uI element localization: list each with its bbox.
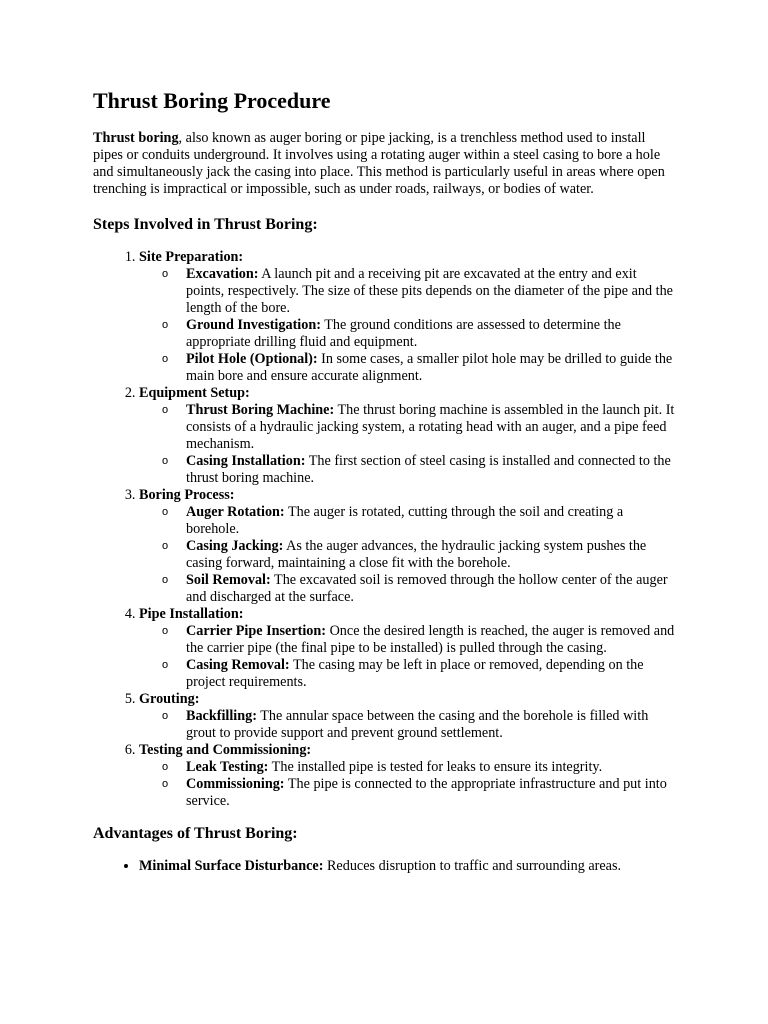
substep-list (139, 759, 678, 810)
advantages-heading: Advantages of Thrust Boring: (93, 825, 298, 842)
intro-text: , also known as auger boring or pipe jacking, is a trenchless method used to install pipes or conduits underground. It involves using a rotating auger within a steel casing to bore a hole and simultaneously jack the casing into place. This method is particularly useful in areas where open trenching is impractical or impossible, such as under roads, railways, or bodies of water. (93, 130, 665, 197)
substep-item (162, 776, 678, 810)
substep-item (162, 453, 678, 487)
substep-item (162, 317, 678, 351)
step-item (139, 606, 678, 691)
substep-text: The casing may be left in place or removed, depending on the project requirements. (186, 657, 644, 690)
substep-term: Thrust Boring Machine: (186, 402, 335, 418)
bullet-marker-icon: o (162, 319, 169, 331)
bullet-marker-icon: o (162, 659, 169, 671)
step-item (139, 742, 678, 810)
substep-list (139, 708, 678, 742)
substep-text: As the auger advances, the hydraulic jacking system pushes the casing forward, maintaining a close fit with the borehole. (186, 538, 647, 571)
substep-term: Commissioning: (186, 776, 285, 792)
page-title: Thrust Boring Procedure (93, 88, 331, 113)
substep-item (162, 538, 678, 572)
substep-text: The pipe is connected to the appropriate infrastructure and put into service. (186, 776, 667, 809)
step-title: Site Preparation: (139, 249, 244, 265)
substep-item (162, 657, 678, 691)
substep-item (162, 572, 678, 606)
substep-text: The thrust boring machine is assembled in the launch pit. It consists of a hydraulic jacking system, a rotating head with an auger, and a pipe feed mechanism. (186, 402, 675, 452)
bullet-marker-icon: o (162, 506, 169, 518)
step-item (139, 249, 678, 385)
steps-list (93, 249, 678, 810)
step-title: Pipe Installation: (139, 606, 244, 622)
substep-text: The installed pipe is tested for leaks to ensure its integrity. (268, 759, 603, 775)
advantage-text: Reduces disruption to traffic and surrounding areas. (323, 858, 622, 874)
step-title: Testing and Commissioning: (139, 742, 312, 758)
substep-list (139, 623, 678, 691)
substep-text: The excavated soil is removed through the hollow center of the auger and discharged at the surface. (186, 572, 668, 605)
step-title: Grouting: (139, 691, 200, 707)
advantage-item (139, 858, 678, 875)
bullet-marker-icon: o (162, 710, 169, 722)
step-item (139, 691, 678, 742)
substep-term: Pilot Hole (Optional): (186, 351, 318, 367)
substep-term: Leak Testing: (186, 759, 269, 775)
substep-term: Casing Jacking: (186, 538, 284, 554)
bullet-marker-icon: o (162, 540, 169, 552)
step-title: Equipment Setup: (139, 385, 250, 401)
substep-text: In some cases, a smaller pilot hole may be drilled to guide the main bore and ensure accurate alignment. (186, 351, 673, 384)
substep-term: Casing Removal: (186, 657, 290, 673)
intro-paragraph (93, 130, 678, 198)
advantage-term: Minimal Surface Disturbance: (139, 858, 324, 874)
bullet-marker-icon: o (162, 778, 169, 790)
substep-item (162, 402, 678, 453)
bullet-marker-icon: o (162, 574, 169, 586)
substep-term: Excavation: (186, 266, 259, 282)
bullet-marker-icon: o (162, 625, 169, 637)
substep-text: A launch pit and a receiving pit are excavated at the entry and exit points, respectively. The size of these pits depends on the diameter of the pipe and the length of the bore. (186, 266, 673, 316)
bullet-marker-icon: o (162, 761, 169, 773)
substep-item (162, 623, 678, 657)
substep-item (162, 351, 678, 385)
substep-term: Backfilling: (186, 708, 257, 724)
bullet-marker-icon: o (162, 455, 169, 467)
substep-item (162, 266, 678, 317)
substep-term: Carrier Pipe Insertion: (186, 623, 327, 639)
substep-text: The annular space between the casing and the borehole is filled with grout to provide support and prevent ground settlement. (186, 708, 649, 741)
substep-term: Casing Installation: (186, 453, 306, 469)
substep-item (162, 759, 678, 776)
substep-term: Ground Investigation: (186, 317, 321, 333)
step-item (139, 487, 678, 606)
step-title: Boring Process: (139, 487, 235, 503)
substep-term: Auger Rotation: (186, 504, 285, 520)
bullet-marker-icon: o (162, 353, 169, 365)
substep-list (139, 504, 678, 606)
advantages-list (93, 858, 678, 875)
substep-text: The auger is rotated, cutting through the soil and creating a borehole. (186, 504, 624, 537)
substep-term: Soil Removal: (186, 572, 271, 588)
document-page (93, 88, 678, 875)
steps-heading: Steps Involved in Thrust Boring: (93, 216, 318, 233)
bullet-marker-icon: o (162, 404, 169, 416)
substep-item (162, 708, 678, 742)
substep-list (139, 266, 678, 385)
substep-item (162, 504, 678, 538)
bullet-marker-icon: o (162, 268, 169, 280)
substep-text: Once the desired length is reached, the auger is removed and the carrier pipe (the final pipe to be installed) is pulled through the casing. (186, 623, 675, 656)
substep-text: The first section of steel casing is installed and connected to the thrust boring machine. (186, 453, 671, 486)
substep-list (139, 402, 678, 487)
intro-lead-term: Thrust boring (93, 130, 179, 146)
substep-text: The ground conditions are assessed to determine the appropriate drilling fluid and equipment. (186, 317, 621, 350)
step-item (139, 385, 678, 487)
